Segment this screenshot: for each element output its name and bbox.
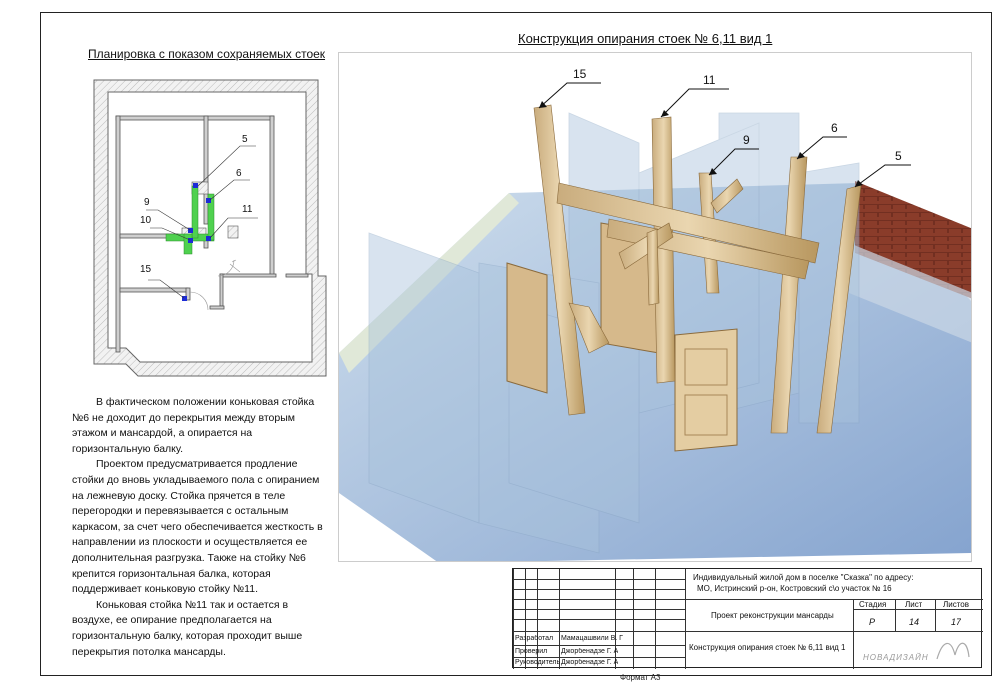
description-text (72, 395, 324, 660)
object-line-2: МО, Истринский р-он, Костровский с\о участок № 16 (697, 584, 892, 593)
render-label-5: 5 (895, 149, 902, 163)
description-paragraph: Коньковая стойка №11 так и остается в воздухе, ее опирание предполагается на горизонтальную балку, которая проходит выше перекрытия потолка мансарды. (72, 598, 303, 658)
role-developed: Разработал (515, 635, 554, 642)
structure-render (339, 53, 972, 562)
render-label-11: 11 (703, 73, 716, 87)
render-label-9: 9 (743, 133, 750, 147)
render-view (338, 52, 972, 562)
name-head: Джорбенадзе Г. А (561, 659, 619, 666)
drawing-name: Конструкция опирания стоек № 6,11 вид 1 (689, 643, 846, 652)
company-logo-mark (933, 635, 973, 663)
role-head: Руководитель (515, 659, 561, 666)
name-developed: Мамацашвили В. Г (561, 635, 623, 642)
role-checked: Проверил (515, 648, 548, 655)
sheet-header: Лист (905, 600, 923, 609)
company-logo: НОВАДИЗАЙН (863, 653, 929, 662)
render-label-15: 15 (573, 67, 587, 81)
render-label-6: 6 (831, 121, 838, 135)
plan-label-15: 15 (140, 264, 152, 275)
plan-label-11: 11 (242, 204, 253, 215)
name-checked: Джорбенадзе Г. А (561, 648, 619, 655)
stage-value: Р (869, 617, 876, 627)
sheet-value: 14 (909, 617, 920, 627)
floor-plan-drawing (80, 76, 342, 386)
main-title: Конструкция опирания стоек № 6,11 вид 1 (518, 31, 773, 46)
stage-header: Стадия (859, 600, 887, 609)
plan-label-10: 10 (140, 215, 152, 226)
format-label: Формат А3 (620, 673, 661, 682)
title-block (512, 568, 982, 668)
floor-plan (80, 76, 342, 386)
sheets-header: Листов (943, 600, 969, 609)
sheets-value: 17 (951, 617, 962, 627)
object-line-1: Индивидуальный жилой дом в поселке "Сказка" по адресу: (693, 573, 914, 582)
description-paragraph: Проектом предусматривается продление стойки до вновь укладываемого пола с опиранием на лежневую доску. Стойка прячется в теле перегородки и перевязывается с остальным каркасом, за счет чего обеспечивается жесткость в направлении из плоскости и осуществляется ее дополнительная разгрузка. Также на стойку №6 крепится горизонтальная балка, которая поддерживает коньковую стойку №11. (72, 458, 323, 596)
plan-title: Планировка с показом сохраняемых стоек (88, 47, 326, 61)
plan-label-6: 6 (236, 168, 242, 179)
description-paragraph: В фактическом положении коньковая стойка №6 не доходит до перекрытия между вторым этажом и мансардой, а опирается на горизонтальную балку. (72, 396, 315, 455)
plan-label-9: 9 (144, 197, 150, 208)
plan-label-5: 5 (242, 134, 248, 145)
project-name: Проект реконструкции мансарды (711, 611, 834, 620)
